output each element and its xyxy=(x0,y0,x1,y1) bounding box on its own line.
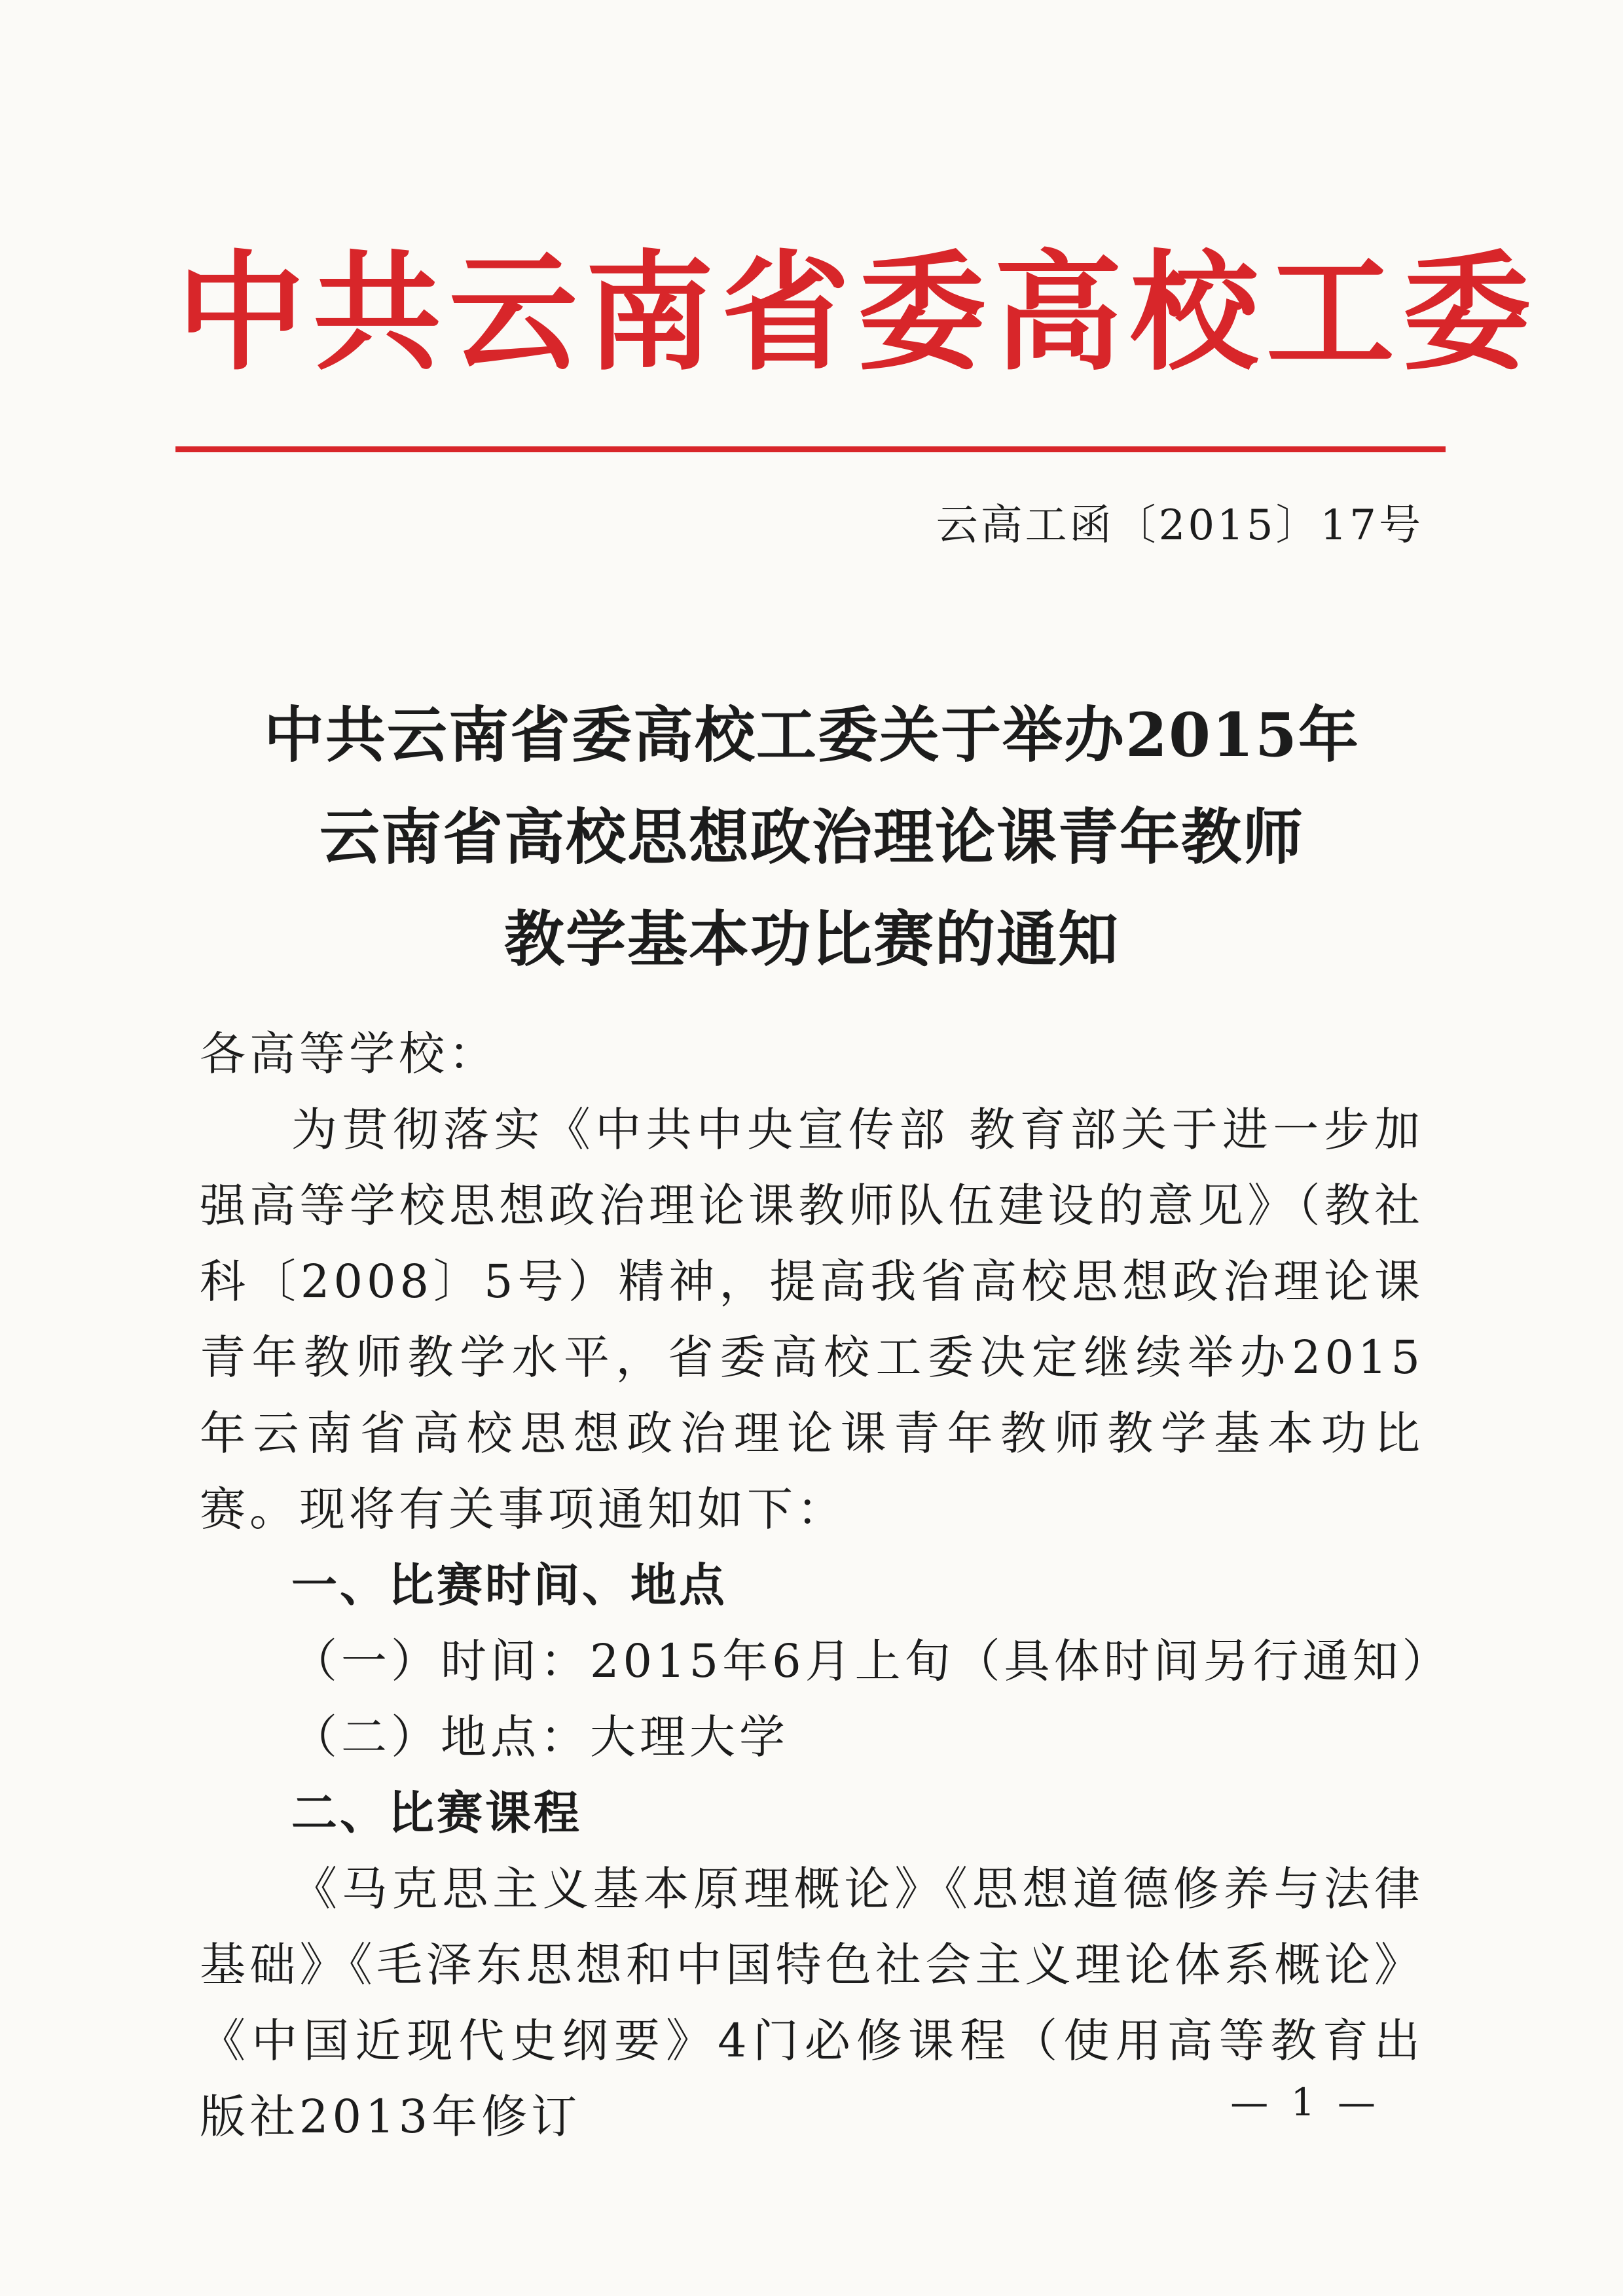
red-header-rule xyxy=(175,446,1446,452)
title-line-3: 教学基本功比赛的通知 xyxy=(503,904,1120,975)
title-line-1: 中共云南省委高校工委关于举办2015年 xyxy=(263,700,1360,770)
section-1-item-time: （一）时间：2015年6月上旬（具体时间另行通知） xyxy=(291,1634,1452,1688)
document-body xyxy=(200,1016,1452,2155)
section-1-item-location: （二）地点：大理大学 xyxy=(291,1710,789,1764)
salutation: 各高等学校： xyxy=(200,1027,498,1081)
document-number: 云高工函〔2015〕17号 xyxy=(936,501,1423,550)
section-1-heading: 一、比赛时间、地点 xyxy=(291,1558,727,1612)
document-title xyxy=(196,684,1427,990)
intro-paragraph: 为贯彻落实《中共中央宣传部 教育部关于进一步加强高等学校思想政治理论课教师队伍建设的意见》（教社科〔2008〕5号）精神，提高我省高校思想政治理论课青年教师教学水平，省委高校工委决定继续举办2015年云南省高校思想政治理论课青年教师教学基本功比赛。现将有关事项通知如下： xyxy=(200,1103,1424,1536)
title-line-2: 云南省高校思想政治理论课青年教师 xyxy=(319,802,1304,872)
red-header-org-name: 中共云南省委高校工委 xyxy=(177,238,1539,388)
section-2-paragraph: 《马克思主义基本原理概论》《思想道德修养与法律基础》《毛泽东思想和中国特色社会主义理论体系概论》《中国近现代史纲要》4门必修课程（使用高等教育出版社2013年修订 xyxy=(200,1862,1424,2144)
section-2-heading: 二、比赛课程 xyxy=(291,1786,582,1840)
page-number: — 1 — xyxy=(1230,2080,1381,2125)
